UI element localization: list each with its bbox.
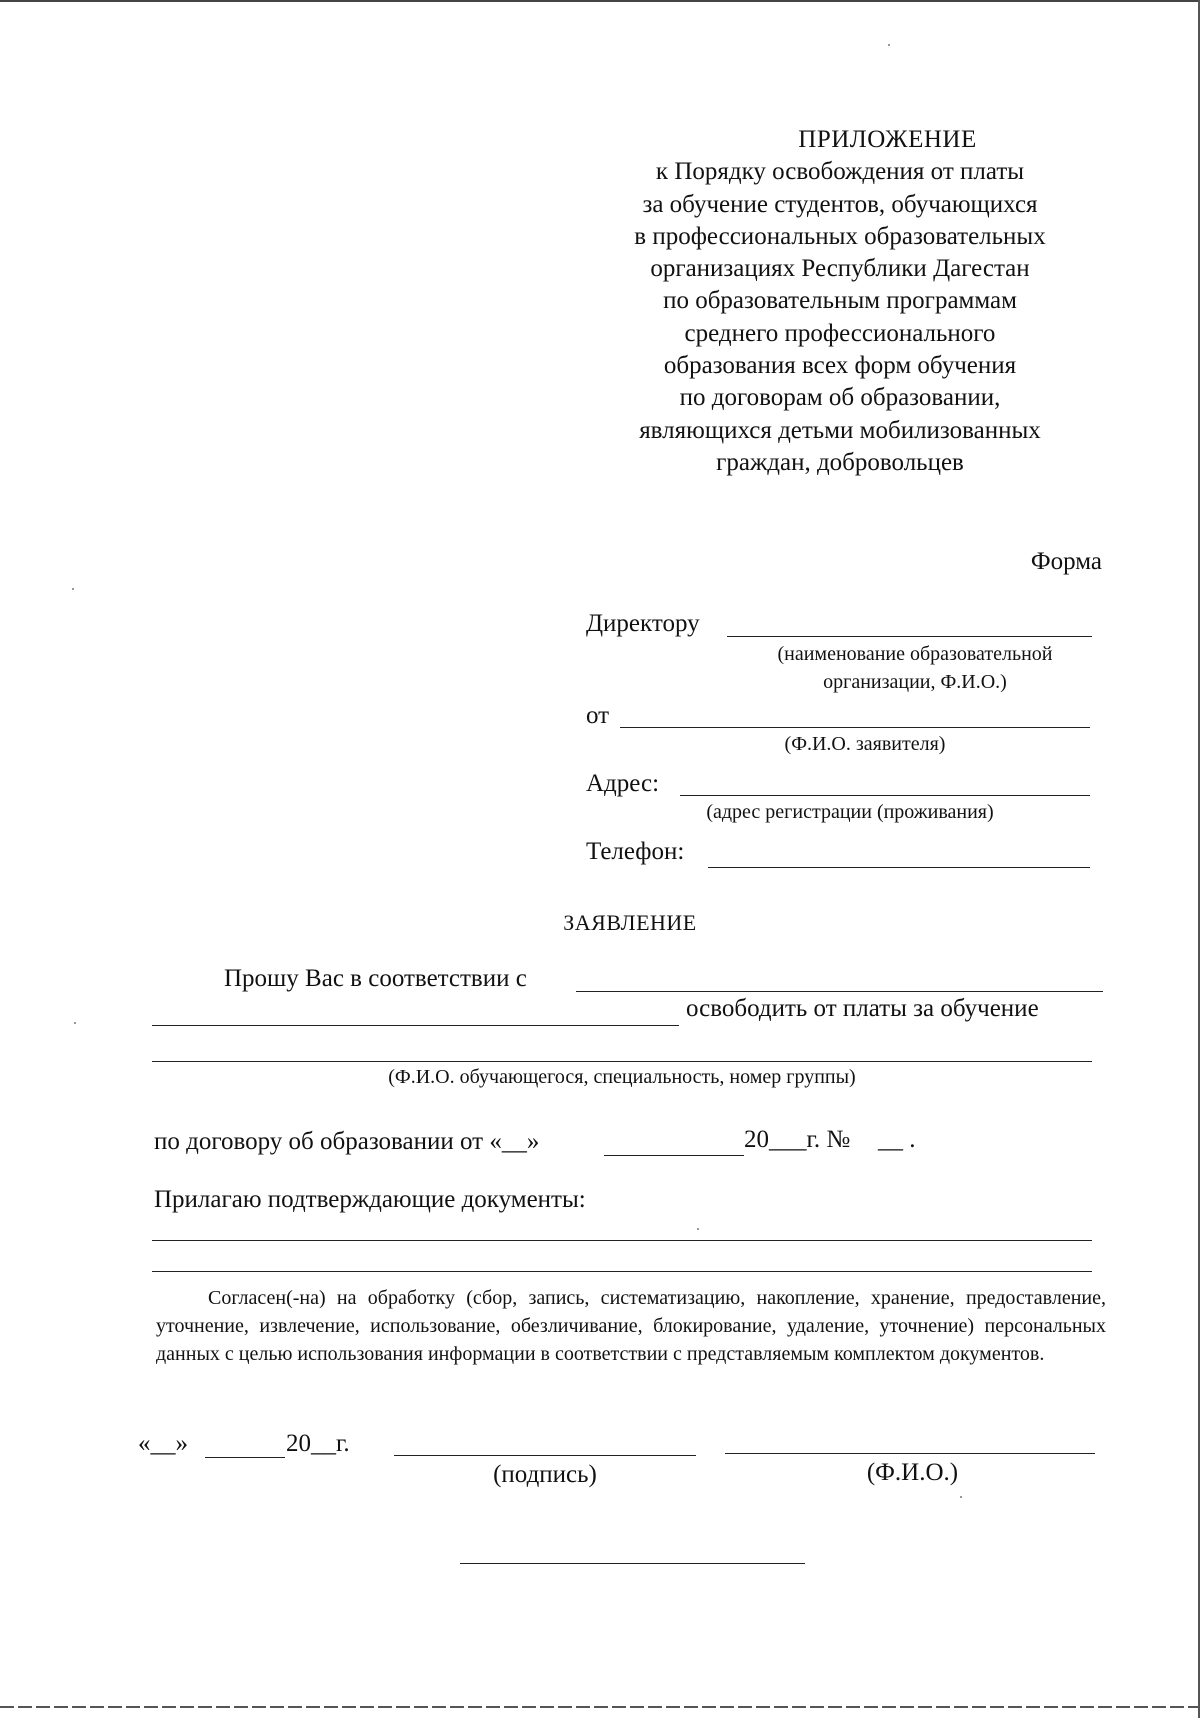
- contract-number-text: __ .: [878, 1126, 916, 1153]
- appendix-line: организациях Республики Дагестан: [650, 255, 1030, 283]
- scan-speck: [888, 44, 890, 46]
- from-label: от: [586, 702, 610, 729]
- appendix-line: в профессиональных образовательных: [634, 222, 1046, 250]
- legal-basis-field-continued[interactable]: [152, 1025, 679, 1026]
- documents-field[interactable]: [152, 1240, 1092, 1241]
- address-label: Адрес:: [586, 770, 660, 797]
- director-hint: организации, Ф.И.О.): [823, 671, 1007, 693]
- appendix-header: [600, 124, 1080, 479]
- signer-name-field[interactable]: [725, 1453, 1095, 1454]
- appendix-line: граждан, добровольцев: [716, 448, 964, 476]
- appendix-line: к Порядку освобождения от платы: [655, 158, 1025, 186]
- form-label: Форма: [1030, 548, 1102, 575]
- appendix-line: образования всех форм обучения: [663, 352, 1017, 380]
- director-label: Директору: [586, 610, 700, 637]
- contract-year-text: 20___г. №: [744, 1126, 851, 1153]
- student-info-field[interactable]: [152, 1061, 1092, 1062]
- signature-date-day: «__»: [138, 1430, 188, 1457]
- legal-basis-field[interactable]: [576, 991, 1103, 992]
- page-border: [0, 1706, 1200, 1708]
- appendix-title: ПРИЛОЖЕНИЕ: [798, 126, 977, 153]
- scan-speck: [72, 588, 74, 590]
- director-field[interactable]: [727, 636, 1092, 637]
- appendix-line: среднего профессионального: [684, 319, 996, 347]
- statement-title: ЗАЯВЛЕНИЕ: [563, 910, 697, 935]
- scan-speck: [697, 1228, 699, 1230]
- appendix-line: за обучение студентов, обучающихся: [642, 190, 1038, 218]
- signature-date-year: 20__г.: [286, 1430, 350, 1457]
- address-hint: (адрес регистрации (проживания): [706, 801, 994, 823]
- applicant-name-field[interactable]: [620, 727, 1090, 728]
- request-text-end: освободить от платы за обучение: [686, 995, 1039, 1022]
- signature-field[interactable]: [394, 1455, 696, 1456]
- appendix-line: по образовательным программам: [663, 287, 1017, 315]
- consent-paragraph: Согласен(-на) на обработку (сбор, запись, систематизацию, накопление, хранение, предоставление, уточнение, извлечение, использование, обезличивание, блокирование, удаление, уточнение) персональных данных с целью использования информации в соответствии с представляемым комплектом документов.: [156, 1287, 1106, 1365]
- scan-speck: [74, 1022, 76, 1024]
- phone-label: Телефон:: [586, 838, 685, 865]
- contract-text: по договору об образовании от «__»: [154, 1128, 540, 1155]
- signature-date-month-field[interactable]: [205, 1457, 285, 1458]
- address-field[interactable]: [680, 795, 1090, 796]
- attach-label: Прилагаю подтверждающие документы:: [154, 1186, 586, 1213]
- applicant-name-hint: (Ф.И.О. заявителя): [784, 733, 946, 755]
- signer-name-hint: (Ф.И.О.): [866, 1459, 959, 1486]
- director-hint: (наименование образовательной: [777, 643, 1053, 665]
- separator-line: [460, 1563, 805, 1564]
- signature-hint: (подпись): [493, 1461, 597, 1488]
- appendix-line: по договорам об образовании,: [679, 384, 1001, 412]
- phone-field[interactable]: [708, 867, 1090, 868]
- student-info-hint: (Ф.И.О. обучающегося, специальность, номер группы): [388, 1066, 856, 1088]
- contract-date-field[interactable]: [604, 1155, 744, 1156]
- request-text: Прошу Вас в соответствии с: [224, 965, 527, 992]
- scan-speck: [960, 1496, 962, 1498]
- appendix-line: являющихся детьми мобилизованных: [639, 416, 1041, 444]
- documents-field[interactable]: [152, 1271, 1092, 1272]
- page-border: [0, 0, 1200, 2]
